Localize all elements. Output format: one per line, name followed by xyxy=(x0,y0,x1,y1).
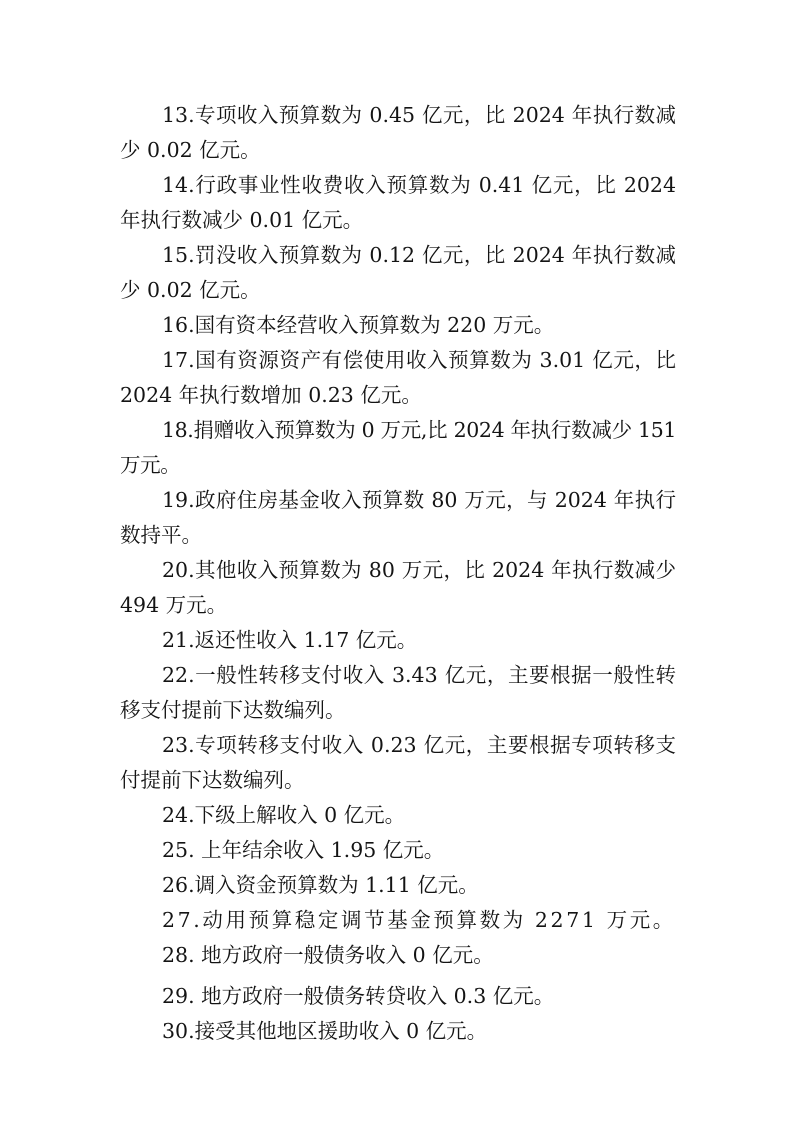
paragraph-item-19: 19.政府住房基金收入预算数 80 万元，与 2024 年执行数持平。 xyxy=(120,488,676,547)
paragraph-item-29: 29. 地方政府一般债务转贷收入 0.3 亿元。 xyxy=(162,984,555,1008)
paragraph-item-18: 18.捐赠收入预算数为 0 万元,比 2024 年执行数减少 151 万元。 xyxy=(120,418,676,477)
document-body xyxy=(120,98,676,1049)
paragraph-item-27: 27.动用预算稳定调节基金预算数为 2271 万元。 xyxy=(162,908,676,932)
paragraph-item-16: 16.国有资本经营收入预算数为 220 万元。 xyxy=(162,313,555,337)
paragraph-item-13: 13.专项收入预算数为 0.45 亿元，比 2024 年执行数减少 0.02 亿元。 xyxy=(120,103,676,162)
paragraph-item-20: 20.其他收入预算数为 80 万元，比 2024 年执行数减少 494 万元。 xyxy=(120,558,676,617)
paragraph-item-30: 30.接受其他地区援助收入 0 亿元。 xyxy=(162,1019,488,1043)
paragraph-item-15: 15.罚没收入预算数为 0.12 亿元，比 2024 年执行数减少 0.02 亿元。 xyxy=(120,243,676,302)
paragraph-item-23: 23.专项转移支付收入 0.23 亿元，主要根据专项转移支付提前下达数编列。 xyxy=(120,733,676,792)
paragraph-item-26: 26.调入资金预算数为 1.11 亿元。 xyxy=(162,873,479,897)
paragraph-item-28: 28. 地方政府一般债务收入 0 亿元。 xyxy=(162,943,494,967)
paragraph-item-24: 24.下级上解收入 0 亿元。 xyxy=(162,803,406,827)
paragraph-item-21: 21.返还性收入 1.17 亿元。 xyxy=(162,628,418,652)
paragraph-item-14: 14.行政事业性收费收入预算数为 0.41 亿元，比 2024 年执行数减少 0.01 亿元。 xyxy=(120,173,676,232)
paragraph-item-22: 22.一般性转移支付收入 3.43 亿元，主要根据一般性转移支付提前下达数编列。 xyxy=(120,663,676,722)
paragraph-item-17: 17.国有资源资产有偿使用收入预算数为 3.01 亿元，比 2024 年执行数增加 0.23 亿元。 xyxy=(120,348,676,407)
paragraph-item-25: 25. 上年结余收入 1.95 亿元。 xyxy=(162,838,445,862)
